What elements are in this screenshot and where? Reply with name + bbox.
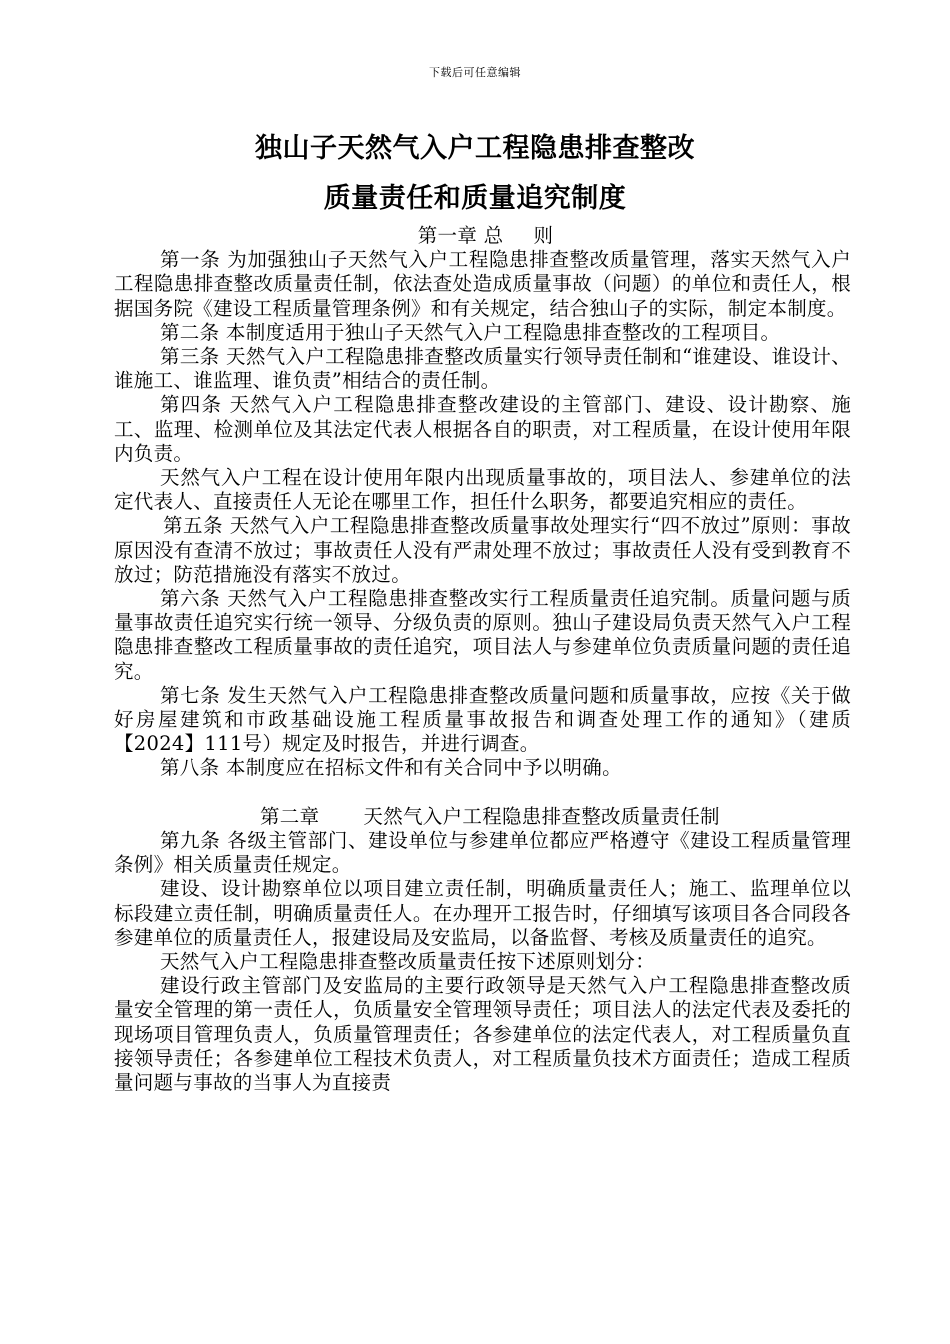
paragraph: 第七条 发生天然气入户工程隐患排查整改质量问题和质量事故，应按《关于做好房屋建筑和市政基础设施工程质量事故报告和调查处理工作的通知》（建质【2024】111号）规定及时报告，并进行调查。 bbox=[114, 683, 851, 756]
document-title-line-2: 质量责任和质量追究制度 bbox=[323, 183, 627, 214]
paragraph: 第六条 天然气入户工程隐患排查整改实行工程质量责任追究制。质量问题与质量事故责任追究实行统一领导、分级负责的原则。独山子建设局负责天然气入户工程隐患排查整改工程质量事故的责任追究，项目法人与参建单位负责质量问题的责任追究。 bbox=[114, 587, 851, 683]
document-body bbox=[114, 224, 851, 1095]
paragraph: 第四条 天然气入户工程隐患排查整改建设的主管部门、建设、设计勘察、施工、监理、检测单位及其法定代表人根据各自的职责，对工程质量，在设计使用年限内负责。 bbox=[114, 393, 851, 465]
paragraph: 建设行政主管部门及安监局的主要行政领导是天然气入户工程隐患排查整改质量安全管理的第一责任人，负质量安全管理领导责任；项目法人的法定代表及委托的现场项目管理负责人，负质量管理责任；各参建单位的法定代表人，对工程质量负直接领导责任；各参建单位工程技术负责人，对工程质量负技术方面责任；造成工程质量问题与事故的当事人为直接责 bbox=[114, 974, 851, 1095]
paragraph: 建设、设计勘察单位以项目建立责任制，明确质量责任人；施工、监理单位以标段建立责任制，明确质量责任人。在办理开工报告时，仔细填写该项目各合同段各参建单位的质量责任人，报建设局及安监局，以备监督、考核及质量责任的追究。 bbox=[114, 877, 851, 949]
paragraph: 第五条 天然气入户工程隐患排查整改质量事故处理实行“四不放过”原则：事故原因没有查清不放过；事故责任人没有严肃处理不放过；事故责任人没有受到教育不放过；防范措施没有落实不放过。 bbox=[114, 514, 851, 586]
chapter-heading-2 bbox=[114, 805, 851, 829]
header-note: 下载后可任意编辑 bbox=[429, 66, 521, 79]
paragraph: 第二条 本制度适用于独山子天然气入户工程隐患排查整改的工程项目。 bbox=[160, 320, 781, 344]
chapter-label: 第二章 bbox=[260, 804, 320, 828]
paragraph: 第九条 各级主管部门、建设单位与参建单位都应严格遵守《建设工程质量管理条例》相关质量责任规定。 bbox=[114, 829, 851, 877]
paragraph: 第八条 本制度应在招标文件和有关合同中予以明确。 bbox=[160, 756, 622, 780]
chapter-label: 第一章 bbox=[417, 224, 478, 247]
document-title-line-1: 独山子天然气入户工程隐患排查整改 bbox=[255, 133, 695, 164]
paragraph: 天然气入户工程隐患排查整改质量责任按下述原则划分： bbox=[160, 950, 656, 974]
chapter-name: 天然气入户工程隐患排查整改质量责任制 bbox=[363, 804, 720, 828]
chapter-name-part: 总 bbox=[483, 224, 504, 247]
paragraph: 天然气入户工程在设计使用年限内出现质量事故的，项目法人、参建单位的法定代表人、直接责任人无论在哪里工作，担任什么职务，都要追究相应的责任。 bbox=[114, 466, 851, 514]
paragraph: 第三条 天然气入户工程隐患排查整改质量实行领导责任制和“谁建设、谁设计、谁施工、谁监理、谁负责”相结合的责任制。 bbox=[114, 345, 851, 393]
chapter-name-part: 则 bbox=[533, 224, 554, 247]
paragraph: 第一条 为加强独山子天然气入户工程隐患排查整改质量管理，落实天然气入户工程隐患排查整改质量责任制，依法查处造成质量事故（问题）的单位和责任人，根据国务院《建设工程质量管理条例》和有关规定，结合独山子的实际，制定本制度。 bbox=[114, 248, 851, 320]
chapter-heading-1 bbox=[114, 224, 851, 248]
spacer bbox=[114, 781, 851, 805]
